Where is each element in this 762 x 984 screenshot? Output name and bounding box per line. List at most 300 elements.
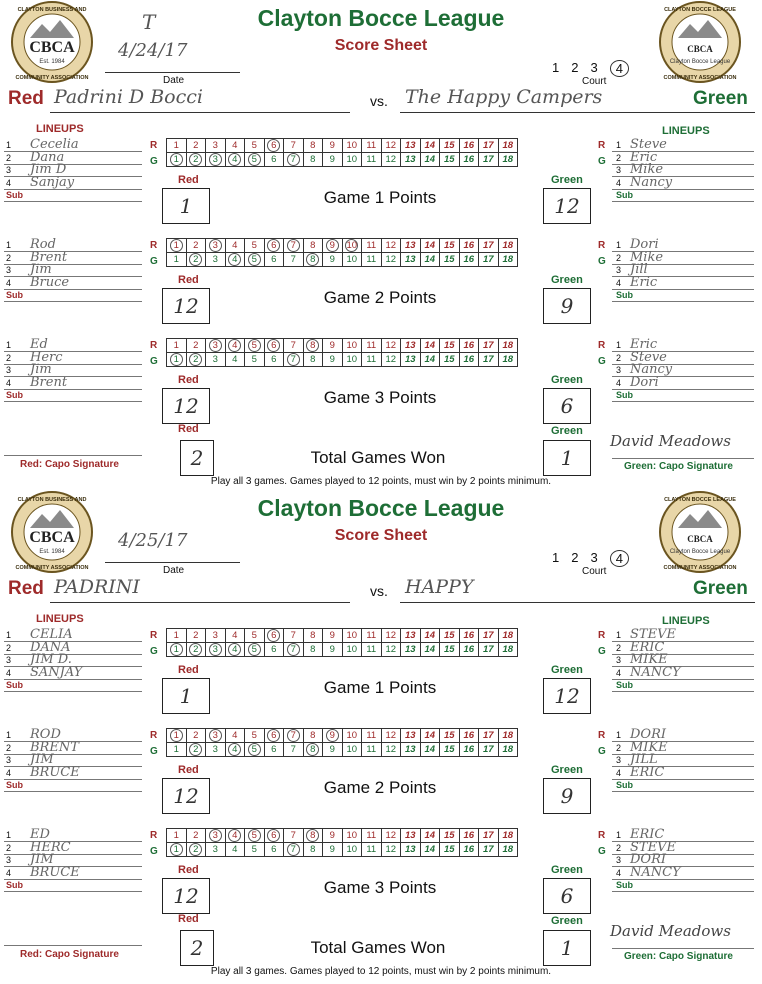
score-cell[interactable] bbox=[459, 153, 479, 167]
score-cell[interactable] bbox=[225, 843, 245, 857]
score-cell[interactable] bbox=[167, 829, 187, 843]
court-selector bbox=[552, 60, 629, 77]
score-cell[interactable] bbox=[186, 153, 206, 167]
score-cell[interactable] bbox=[264, 239, 284, 253]
red-player-name: Sanjay bbox=[30, 174, 75, 190]
score-cell[interactable] bbox=[342, 239, 362, 253]
green-game-points[interactable]: 9 bbox=[543, 288, 591, 324]
green-total-label: Green bbox=[551, 425, 583, 437]
score-number: 12 bbox=[385, 153, 397, 165]
score-cell[interactable] bbox=[401, 339, 421, 353]
score-cell[interactable] bbox=[401, 239, 421, 253]
score-cell[interactable] bbox=[362, 139, 382, 153]
score-cell[interactable] bbox=[498, 843, 518, 857]
red-label: Red bbox=[8, 578, 44, 599]
score-cell[interactable] bbox=[186, 339, 206, 353]
score-cell[interactable] bbox=[303, 743, 323, 757]
score-cell[interactable] bbox=[167, 643, 187, 657]
score-cell[interactable] bbox=[459, 743, 479, 757]
score-cell[interactable] bbox=[498, 139, 518, 153]
score-cell[interactable] bbox=[264, 729, 284, 743]
score-cell[interactable] bbox=[459, 829, 479, 843]
score-cell[interactable] bbox=[459, 843, 479, 857]
score-cell[interactable] bbox=[284, 843, 304, 857]
court-number[interactable]: 1 bbox=[552, 60, 560, 75]
score-cell[interactable] bbox=[264, 353, 284, 367]
court-number[interactable]: 4 bbox=[610, 550, 629, 567]
court-number[interactable]: 3 bbox=[590, 550, 598, 565]
red-total-games[interactable]: 2 bbox=[180, 930, 214, 966]
score-cell[interactable] bbox=[498, 339, 518, 353]
score-cell[interactable] bbox=[323, 629, 343, 643]
green-lineup-number: 3 bbox=[616, 855, 622, 865]
court-number[interactable]: 2 bbox=[571, 550, 579, 565]
score-cell[interactable] bbox=[264, 253, 284, 267]
score-cell[interactable] bbox=[362, 643, 382, 657]
score-cell[interactable] bbox=[264, 339, 284, 353]
score-cell[interactable] bbox=[167, 843, 187, 857]
red-row-label-right: R bbox=[598, 830, 606, 841]
score-cell[interactable] bbox=[362, 239, 382, 253]
score-number: 9 bbox=[329, 153, 335, 165]
score-cell[interactable] bbox=[323, 239, 343, 253]
green-player-name: Eric bbox=[630, 149, 658, 165]
score-cell[interactable] bbox=[342, 729, 362, 743]
red-lineup-number: Sub bbox=[6, 680, 23, 690]
score-cell[interactable] bbox=[245, 743, 265, 757]
score-cell[interactable] bbox=[186, 353, 206, 367]
score-number: 1 bbox=[170, 153, 183, 166]
red-total-games[interactable]: 2 bbox=[180, 440, 214, 476]
right-logo-abbr: CBCA bbox=[687, 534, 713, 544]
score-cell[interactable] bbox=[225, 339, 245, 353]
court-number[interactable]: 2 bbox=[571, 60, 579, 75]
score-cell[interactable] bbox=[440, 629, 460, 643]
score-cell[interactable] bbox=[167, 629, 187, 643]
score-cell[interactable] bbox=[245, 353, 265, 367]
score-cell[interactable] bbox=[362, 353, 382, 367]
score-cell[interactable] bbox=[284, 629, 304, 643]
score-cell[interactable] bbox=[479, 253, 499, 267]
score-cell[interactable] bbox=[167, 239, 187, 253]
score-cell[interactable] bbox=[401, 353, 421, 367]
score-cell[interactable] bbox=[381, 643, 401, 657]
score-cell[interactable] bbox=[401, 829, 421, 843]
score-number: 15 bbox=[443, 253, 455, 265]
score-number: 18 bbox=[502, 239, 514, 251]
score-cell[interactable] bbox=[323, 353, 343, 367]
green-total-games[interactable]: 1 bbox=[543, 930, 591, 966]
score-cell[interactable] bbox=[381, 829, 401, 843]
score-cell[interactable] bbox=[186, 239, 206, 253]
score-cell[interactable] bbox=[381, 153, 401, 167]
score-cell[interactable] bbox=[303, 353, 323, 367]
score-cell[interactable] bbox=[362, 843, 382, 857]
score-cell[interactable] bbox=[225, 153, 245, 167]
score-cell[interactable] bbox=[342, 829, 362, 843]
score-cell[interactable] bbox=[401, 629, 421, 643]
score-cell[interactable] bbox=[206, 629, 226, 643]
score-cell[interactable] bbox=[420, 629, 440, 643]
score-cell[interactable] bbox=[225, 353, 245, 367]
score-cell[interactable] bbox=[459, 629, 479, 643]
score-cell[interactable] bbox=[323, 139, 343, 153]
score-number: 15 bbox=[443, 629, 455, 641]
score-cell[interactable] bbox=[167, 253, 187, 267]
score-cell[interactable] bbox=[225, 829, 245, 843]
red-lineup-number: 2 bbox=[6, 152, 12, 163]
red-lineups-label: LINEUPS bbox=[36, 123, 84, 135]
score-cell[interactable] bbox=[206, 239, 226, 253]
score-cell[interactable] bbox=[440, 829, 460, 843]
score-number: 2 bbox=[189, 253, 202, 266]
score-cell[interactable] bbox=[206, 843, 226, 857]
score-cell[interactable] bbox=[440, 339, 460, 353]
score-number: 10 bbox=[346, 153, 358, 165]
score-cell[interactable] bbox=[498, 629, 518, 643]
score-cell[interactable] bbox=[420, 139, 440, 153]
red-lineup-number: 2 bbox=[6, 742, 12, 753]
score-cell[interactable] bbox=[206, 139, 226, 153]
green-lineup-number: 4 bbox=[616, 277, 622, 288]
red-lineup-line bbox=[4, 264, 142, 265]
score-cell[interactable] bbox=[323, 643, 343, 657]
red-game-points[interactable]: 12 bbox=[162, 878, 210, 914]
green-game-points[interactable]: 9 bbox=[543, 778, 591, 814]
score-cell[interactable] bbox=[167, 139, 187, 153]
red-lineup-number: 4 bbox=[6, 177, 12, 188]
score-cell[interactable] bbox=[498, 253, 518, 267]
score-cell[interactable] bbox=[401, 139, 421, 153]
score-cell[interactable] bbox=[459, 643, 479, 657]
score-cell[interactable] bbox=[303, 139, 323, 153]
red-lineup-line bbox=[4, 841, 142, 842]
score-cell[interactable] bbox=[498, 743, 518, 757]
score-cell[interactable] bbox=[362, 153, 382, 167]
score-cell[interactable] bbox=[303, 253, 323, 267]
green-lineup-number: 1 bbox=[616, 830, 622, 840]
score-cell[interactable] bbox=[362, 253, 382, 267]
score-cell[interactable] bbox=[245, 729, 265, 743]
score-cell[interactable] bbox=[186, 729, 206, 743]
score-number: 3 bbox=[212, 253, 218, 265]
score-cell[interactable] bbox=[225, 139, 245, 153]
score-number: 11 bbox=[366, 643, 377, 655]
court-number[interactable]: 4 bbox=[610, 60, 629, 77]
score-cell[interactable] bbox=[498, 643, 518, 657]
score-cell[interactable] bbox=[362, 729, 382, 743]
score-cell[interactable] bbox=[245, 239, 265, 253]
score-cell[interactable] bbox=[342, 743, 362, 757]
score-cell[interactable] bbox=[303, 153, 323, 167]
score-cell[interactable] bbox=[440, 743, 460, 757]
score-cell[interactable] bbox=[342, 629, 362, 643]
score-cell[interactable] bbox=[342, 843, 362, 857]
score-cell[interactable] bbox=[401, 729, 421, 743]
score-cell[interactable] bbox=[440, 139, 460, 153]
score-cell[interactable] bbox=[225, 629, 245, 643]
score-cell[interactable] bbox=[167, 153, 187, 167]
score-cell[interactable] bbox=[206, 829, 226, 843]
score-cell[interactable] bbox=[381, 353, 401, 367]
score-number: 8 bbox=[310, 239, 316, 251]
green-game-points[interactable]: 6 bbox=[543, 388, 591, 424]
score-cell[interactable] bbox=[264, 629, 284, 643]
score-cell[interactable] bbox=[264, 843, 284, 857]
score-cell[interactable] bbox=[264, 643, 284, 657]
green-player-name: NANCY bbox=[630, 664, 681, 680]
score-cell[interactable] bbox=[264, 829, 284, 843]
score-cell[interactable] bbox=[381, 843, 401, 857]
green-game-points[interactable]: 12 bbox=[543, 678, 591, 714]
score-cell[interactable] bbox=[440, 239, 460, 253]
score-cell[interactable] bbox=[498, 353, 518, 367]
score-cell[interactable] bbox=[303, 729, 323, 743]
green-game-points[interactable]: 6 bbox=[543, 878, 591, 914]
score-cell[interactable] bbox=[498, 153, 518, 167]
score-cell[interactable] bbox=[323, 153, 343, 167]
score-number: 12 bbox=[385, 743, 397, 755]
score-cell[interactable] bbox=[186, 139, 206, 153]
score-cell[interactable] bbox=[206, 729, 226, 743]
red-row-label-right: R bbox=[598, 730, 606, 741]
score-cell[interactable] bbox=[284, 743, 304, 757]
green-player-name: Dori bbox=[630, 374, 659, 390]
score-cell[interactable] bbox=[245, 339, 265, 353]
score-cell[interactable] bbox=[284, 153, 304, 167]
score-cell[interactable] bbox=[401, 843, 421, 857]
score-cell[interactable] bbox=[362, 339, 382, 353]
score-cell[interactable] bbox=[323, 339, 343, 353]
score-cell[interactable] bbox=[323, 729, 343, 743]
score-cell[interactable] bbox=[498, 729, 518, 743]
score-cell[interactable] bbox=[303, 643, 323, 657]
score-cell[interactable] bbox=[459, 729, 479, 743]
red-row-label: R bbox=[150, 630, 158, 641]
green-score-row bbox=[167, 353, 518, 367]
score-cell[interactable] bbox=[479, 743, 499, 757]
score-cell[interactable] bbox=[459, 253, 479, 267]
score-cell[interactable] bbox=[420, 743, 440, 757]
score-number: 5 bbox=[251, 239, 257, 251]
score-cell[interactable] bbox=[245, 843, 265, 857]
score-cell[interactable] bbox=[420, 643, 440, 657]
red-game-points[interactable]: 1 bbox=[162, 188, 210, 224]
score-cell[interactable] bbox=[303, 629, 323, 643]
score-cell[interactable] bbox=[342, 643, 362, 657]
score-cell[interactable] bbox=[498, 239, 518, 253]
score-cell[interactable] bbox=[284, 829, 304, 843]
score-cell[interactable] bbox=[479, 339, 499, 353]
score-cell[interactable] bbox=[362, 629, 382, 643]
score-cell[interactable] bbox=[284, 353, 304, 367]
score-cell[interactable] bbox=[206, 339, 226, 353]
score-cell[interactable] bbox=[459, 353, 479, 367]
score-cell[interactable] bbox=[323, 743, 343, 757]
score-cell[interactable] bbox=[186, 843, 206, 857]
score-cell[interactable] bbox=[498, 829, 518, 843]
score-cell[interactable] bbox=[284, 253, 304, 267]
green-row-label: G bbox=[150, 746, 158, 757]
score-cell[interactable] bbox=[206, 253, 226, 267]
score-cell[interactable] bbox=[420, 153, 440, 167]
score-cell[interactable] bbox=[479, 629, 499, 643]
score-cell[interactable] bbox=[186, 643, 206, 657]
red-lineup-number: 4 bbox=[6, 867, 12, 878]
score-cell[interactable] bbox=[303, 843, 323, 857]
score-cell[interactable] bbox=[479, 729, 499, 743]
score-cell[interactable] bbox=[206, 353, 226, 367]
score-cell[interactable] bbox=[420, 843, 440, 857]
score-cell[interactable] bbox=[362, 829, 382, 843]
score-cell[interactable] bbox=[323, 253, 343, 267]
score-cell[interactable] bbox=[264, 139, 284, 153]
score-number: 11 bbox=[366, 239, 377, 251]
score-cell[interactable] bbox=[303, 239, 323, 253]
score-cell[interactable] bbox=[186, 829, 206, 843]
score-cell[interactable] bbox=[245, 829, 265, 843]
score-cell[interactable] bbox=[245, 139, 265, 153]
score-cell[interactable] bbox=[401, 253, 421, 267]
score-cell[interactable] bbox=[381, 743, 401, 757]
score-cell[interactable] bbox=[459, 139, 479, 153]
red-lineup-number: 1 bbox=[6, 830, 12, 840]
red-player-name: HERC bbox=[30, 839, 71, 855]
game-title: Game 3 Points bbox=[323, 878, 437, 897]
score-number: 17 bbox=[482, 339, 494, 351]
score-cell[interactable] bbox=[459, 339, 479, 353]
green-capo-signature: David Meadows bbox=[610, 432, 731, 450]
green-lineup-number: 1 bbox=[616, 340, 622, 350]
score-cell[interactable] bbox=[479, 153, 499, 167]
score-cell[interactable] bbox=[479, 353, 499, 367]
score-cell[interactable] bbox=[381, 239, 401, 253]
green-points-label: Green bbox=[551, 764, 583, 776]
score-cell[interactable] bbox=[342, 339, 362, 353]
score-cell[interactable] bbox=[264, 153, 284, 167]
score-cell[interactable] bbox=[479, 843, 499, 857]
score-cell[interactable] bbox=[420, 729, 440, 743]
score-cell[interactable] bbox=[381, 139, 401, 153]
red-row-label: R bbox=[150, 830, 158, 841]
score-cell[interactable] bbox=[206, 643, 226, 657]
score-number: 2 bbox=[193, 829, 199, 841]
court-number[interactable]: 1 bbox=[552, 550, 560, 565]
score-cell[interactable] bbox=[440, 643, 460, 657]
green-total-games[interactable]: 1 bbox=[543, 440, 591, 476]
score-cell[interactable] bbox=[186, 743, 206, 757]
score-cell[interactable] bbox=[401, 153, 421, 167]
green-capo-line bbox=[612, 458, 754, 459]
score-cell[interactable] bbox=[342, 253, 362, 267]
score-cell[interactable] bbox=[440, 253, 460, 267]
score-cell[interactable] bbox=[303, 829, 323, 843]
score-cell[interactable] bbox=[479, 643, 499, 657]
score-cell[interactable] bbox=[284, 643, 304, 657]
score-cell[interactable] bbox=[342, 153, 362, 167]
score-number: 11 bbox=[366, 843, 377, 855]
score-cell[interactable] bbox=[225, 643, 245, 657]
red-game-points[interactable]: 12 bbox=[162, 388, 210, 424]
score-cell[interactable] bbox=[245, 629, 265, 643]
score-cell[interactable] bbox=[323, 843, 343, 857]
score-cell[interactable] bbox=[206, 743, 226, 757]
court-number[interactable]: 3 bbox=[590, 60, 598, 75]
score-cell[interactable] bbox=[420, 353, 440, 367]
score-cell[interactable] bbox=[479, 139, 499, 153]
score-cell[interactable] bbox=[225, 239, 245, 253]
score-cell[interactable] bbox=[440, 153, 460, 167]
score-cell[interactable] bbox=[206, 153, 226, 167]
score-cell[interactable] bbox=[284, 339, 304, 353]
score-cell[interactable] bbox=[479, 829, 499, 843]
red-game-points[interactable]: 1 bbox=[162, 678, 210, 714]
score-cell[interactable] bbox=[186, 253, 206, 267]
score-cell[interactable] bbox=[245, 253, 265, 267]
score-cell[interactable] bbox=[401, 643, 421, 657]
score-cell[interactable] bbox=[264, 743, 284, 757]
score-cell[interactable] bbox=[440, 353, 460, 367]
green-team-name: The Happy Campers bbox=[405, 86, 603, 108]
score-cell[interactable] bbox=[167, 743, 187, 757]
score-cell[interactable] bbox=[420, 339, 440, 353]
score-cell[interactable] bbox=[245, 153, 265, 167]
score-cell[interactable] bbox=[401, 743, 421, 757]
green-points-label: Green bbox=[551, 664, 583, 676]
score-cell[interactable] bbox=[167, 353, 187, 367]
score-cell[interactable] bbox=[342, 139, 362, 153]
score-cell[interactable] bbox=[284, 139, 304, 153]
score-cell[interactable] bbox=[323, 829, 343, 843]
score-number: 8 bbox=[310, 729, 316, 741]
red-game-points[interactable]: 12 bbox=[162, 288, 210, 324]
score-cell[interactable] bbox=[420, 253, 440, 267]
score-cell[interactable] bbox=[479, 239, 499, 253]
left-logo-abbr: CBCA bbox=[29, 529, 75, 546]
score-cell[interactable] bbox=[440, 729, 460, 743]
score-cell[interactable] bbox=[381, 629, 401, 643]
score-cell[interactable] bbox=[225, 743, 245, 757]
score-cell[interactable] bbox=[225, 253, 245, 267]
score-cell[interactable] bbox=[284, 239, 304, 253]
score-cell[interactable] bbox=[362, 743, 382, 757]
green-lineup-number: Sub bbox=[616, 190, 633, 200]
score-cell[interactable] bbox=[420, 829, 440, 843]
score-cell[interactable] bbox=[225, 729, 245, 743]
score-cell[interactable] bbox=[440, 843, 460, 857]
score-cell[interactable] bbox=[167, 729, 187, 743]
red-game-points[interactable]: 12 bbox=[162, 778, 210, 814]
score-number: 16 bbox=[463, 253, 475, 265]
red-player-name: BRUCE bbox=[30, 864, 80, 880]
score-cell[interactable] bbox=[186, 629, 206, 643]
score-cell[interactable] bbox=[303, 339, 323, 353]
score-cell[interactable] bbox=[342, 353, 362, 367]
score-cell[interactable] bbox=[381, 339, 401, 353]
green-game-points[interactable]: 12 bbox=[543, 188, 591, 224]
score-cell[interactable] bbox=[381, 729, 401, 743]
score-number: 3 bbox=[212, 353, 218, 365]
score-cell[interactable] bbox=[420, 239, 440, 253]
score-cell[interactable] bbox=[381, 253, 401, 267]
score-cell[interactable] bbox=[245, 643, 265, 657]
score-cell[interactable] bbox=[167, 339, 187, 353]
score-number: 10 bbox=[346, 253, 358, 265]
score-cell[interactable] bbox=[284, 729, 304, 743]
right-logo-sub: Clayton Bocce League bbox=[669, 59, 731, 65]
green-lineup-line bbox=[612, 891, 754, 892]
score-cell[interactable] bbox=[459, 239, 479, 253]
